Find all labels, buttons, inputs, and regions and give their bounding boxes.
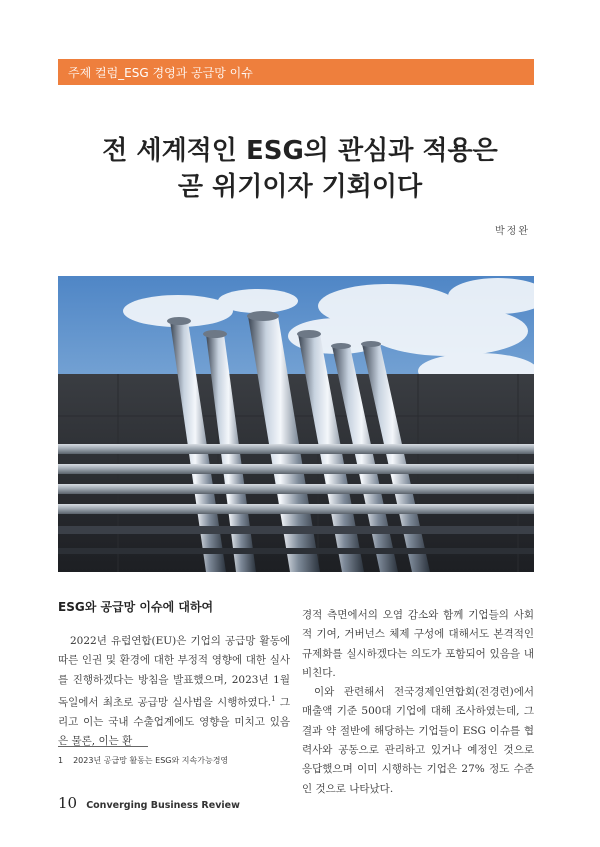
section-heading: ESG와 공급망 이슈에 대하여 (58, 600, 214, 614)
page-number: 10 (58, 794, 78, 812)
paragraph-text: 2022년 유럽연합(EU)은 기업의 공급망 활동에 따른 인권 및 환경에 대한 부정적 영향에 대한 실사를 진행하겠다는 방침을 발표했으며, 2023년 1월 독일에서 최초로 공급망 실사법을 시행하였다. (58, 635, 290, 709)
paragraph-text-continued: 그리고 이는 국내 수출업계에도 영향을 미치고 있음은 물론, 이는 환 (58, 696, 291, 747)
title-line-1: 전 세계적인 ESG의 관심과 적용은 (102, 136, 498, 166)
author-name: 박정완 (495, 226, 530, 237)
body-paragraph-right-2: 이와 관련해서 전국경제인연합회(전경련)에서 매출액 기준 500대 기업에 대해 조사하였는데, 그 결과 약 절반에 해당하는 기업들이 ESG 이슈를 협력사와 공동으로 관리하고 있거나 예정인 것으로 응답했으며 이미 시행하는 기업은 27% 정도 수준인 것으로 나타났다. (302, 686, 534, 795)
industrial-chimneys-image (58, 276, 534, 572)
title-line-2: 곧 위기이자 기회이다 (177, 172, 423, 202)
section-banner (58, 59, 534, 85)
footnote-marker: 1 (271, 694, 276, 703)
article-title (0, 133, 600, 205)
footnote-number: 1 (58, 756, 64, 765)
page-footer (58, 793, 240, 812)
footnote (58, 755, 228, 766)
banner-text: 주제 컬럼_ESG 경영과 공급망 이슈 (68, 66, 253, 80)
footnote-text: 2023년 공급망 활동는 ESG와 지속가능경영 (73, 756, 229, 765)
footnote-divider (58, 746, 148, 747)
article-photo (58, 276, 534, 572)
body-paragraph-right-1: 경적 측면에서의 오염 감소와 함께 기업들의 사회적 기여, 거버넌스 체제 구성에 대해서도 본격적인 규제화를 실시하겠다는 의도가 포함되어 있음을 내비친다. (302, 609, 534, 679)
magazine-name: Converging Business Review (86, 800, 240, 811)
body-paragraph-left (58, 632, 290, 751)
right-column (302, 606, 534, 799)
